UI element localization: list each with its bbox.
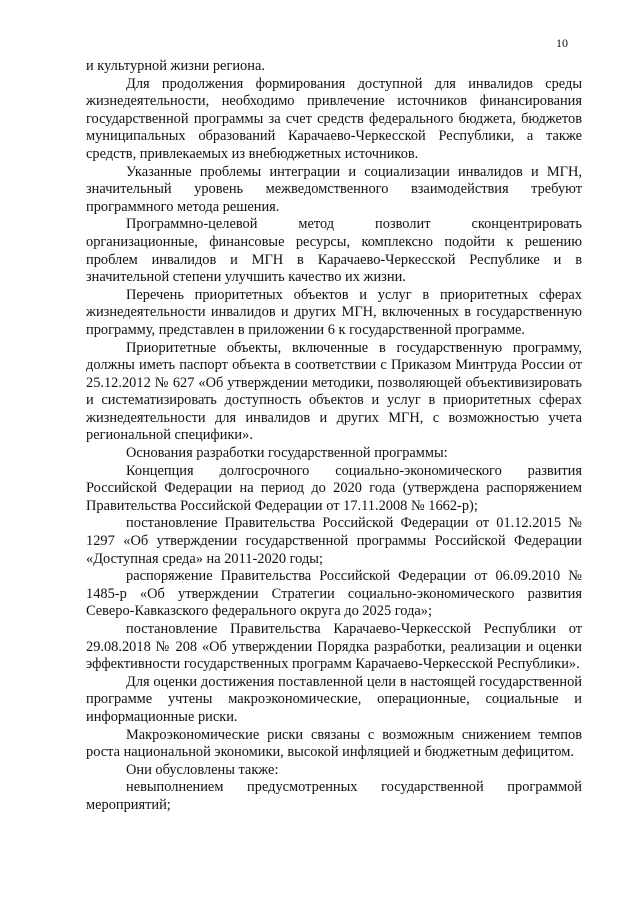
paragraph-funding: Для продолжения формирования доступной для инвалидов среды жизнедеятельности, необходимо привлечение источников финансирования государственной программы за счет средств федерального бюджета, бюджетов муниципальных образований Карачаево-Черкесской Республики, а также средств, привлекаемых из внебюджетных источников. [86, 75, 582, 162]
paragraph-macro-risks: Макроэкономические риски связаны с возможным снижением темпов роста национальной экономики, высокой инфляцией и бюджетным дефицитом. [86, 726, 582, 761]
paragraph-priority-list: Перечень приоритетных объектов и услуг в приоритетных сферах жизнедеятельности инвалидов и других МГН, включенных в государственную программу, представлен в приложении 6 к государственной программе. [86, 286, 582, 338]
paragraph-grounds-heading: Основания разработки государственной программы: [126, 445, 448, 462]
paragraph-also: Они обусловлены также: [126, 761, 279, 778]
paragraph-continuation: и культурной жизни региона. [86, 58, 265, 74]
page-number: 10 [556, 36, 568, 50]
document-body [86, 58, 582, 815]
paragraph-priority-objects: Приоритетные объекты, включенные в государственную программу, должны иметь паспорт объекта в соответствии с Приказом Минтруда России от 25.12.2012 № 627 «Об утверждении методики, позволяющей объективизировать и систематизировать доступность объектов и услуг в приоритетных сферах жизнедеятельности для инвалидов и других МГН, с возможностью учета региональной специфики». [86, 339, 582, 444]
paragraph-resolution-208: постановление Правительства Карачаево-Черкесской Республики от 29.08.2018 № 208 «Об утверждении Порядка разработки, реализации и оценки эффективности государственных программ Карачаево-Черкесской Республики». [86, 621, 582, 673]
paragraph-method: Программно-целевой метод позволит сконцентрировать организационные, финансовые ресурсы, комплексно подойти к решению проблем инвалидов и МГН в Карачаево-Черкесской Республике и в значительной степени улучшить качество их жизни. [86, 216, 582, 286]
paragraph-order-1485: распоряжение Правительства Российской Федерации от 06.09.2010 № 1485-р «Об утверждении Стратегии социально-экономического развития Северо-Кавказского федерального округа до 2025 года»; [86, 568, 582, 620]
paragraph-resolution-1297: постановление Правительства Российской Федерации от 01.12.2015 № 1297 «Об утверждении государственной программы Российской Федерации «Доступная среда» на 2011-2020 годы; [86, 515, 582, 567]
paragraph-non-fulfillment: невыполнением предусмотренных государственной программой мероприятий; [86, 779, 582, 813]
paragraph-risks: Для оценки достижения поставленной цели в настоящей государственной программе учтены макроэкономические, операционные, социальные и информационные риски. [86, 673, 582, 725]
paragraph-concept: Концепция долгосрочного социально-экономического развития Российской Федерации на период до 2020 года (утверждена распоряжением Правительства Российской Федерации от 17.11.2008 № 1662-р); [86, 462, 582, 514]
paragraph-problems: Указанные проблемы интеграции и социализации инвалидов и МГН, значительный уровень межведомственного взаимодействия требуют программного метода решения. [86, 163, 582, 215]
